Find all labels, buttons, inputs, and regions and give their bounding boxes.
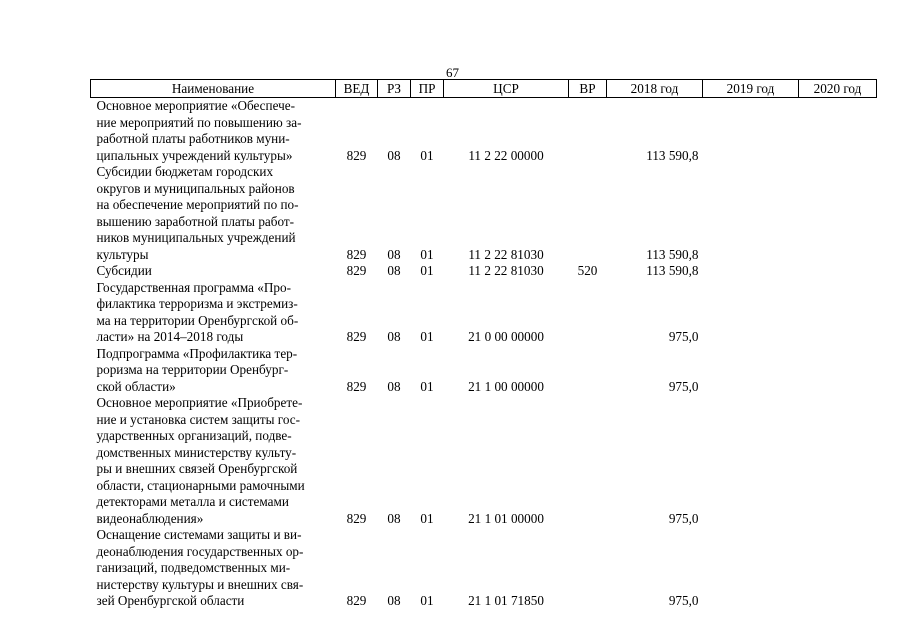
- amount-2019-cell: [703, 395, 799, 527]
- header-2020: 2020 год: [799, 80, 877, 98]
- header-vr: ВР: [569, 80, 607, 98]
- csr-cell: 11 2 22 00000: [468, 147, 544, 163]
- name-line: Оснащение системами защиты и ви-: [96, 527, 302, 542]
- vr-cell: 520: [577, 263, 598, 278]
- pr-cell: 01: [420, 263, 434, 278]
- amount-2018-cell: 975,0: [668, 329, 699, 344]
- name-line: округов и муниципальных районов: [96, 180, 295, 196]
- name-line: ры и внешних связей Оренбургской: [96, 461, 298, 476]
- name-line: ников муниципальных учреждений: [96, 230, 296, 245]
- amount-2019-cell: [703, 263, 799, 280]
- amount-2020-cell: [799, 98, 877, 165]
- name-line: видеонаблюдения»: [96, 510, 204, 526]
- name-line: Субсидии: [96, 263, 152, 278]
- table-row: [91, 395, 877, 527]
- name-line: ласти» на 2014–2018 годы: [96, 329, 244, 344]
- name-line: Подпрограмма «Профилактика тер-: [96, 345, 298, 361]
- ved-cell: 829: [346, 378, 367, 394]
- pr-cell: 01: [420, 510, 434, 526]
- rz-cell: 08: [387, 510, 401, 526]
- name-line: детекторами металла и системами: [96, 494, 289, 509]
- header-ved: ВЕД: [336, 80, 378, 98]
- amount-2019-cell: [703, 346, 799, 396]
- ved-cell: 829: [346, 246, 367, 262]
- name-line: работной платы работников муни-: [96, 131, 290, 146]
- ved-cell: 829: [346, 510, 367, 526]
- name-line: ской области»: [96, 378, 176, 394]
- name-cell: [91, 164, 336, 263]
- table-header-row: [91, 80, 877, 98]
- amount-2020-cell: [799, 527, 877, 610]
- name-cell: [91, 98, 336, 165]
- name-cell: [91, 527, 336, 610]
- page-number: 67: [446, 65, 459, 80]
- vr-cell: [569, 280, 607, 346]
- name-cell: [91, 346, 336, 396]
- amount-2018-cell: 975,0: [668, 510, 699, 526]
- ved-cell: 829: [346, 593, 367, 608]
- amount-2018-cell: 113 590,8: [646, 147, 699, 163]
- pr-cell: 01: [420, 246, 434, 262]
- amount-2020-cell: [799, 164, 877, 263]
- name-line: ма на территории Оренбургской об-: [96, 312, 299, 328]
- csr-cell: 11 2 22 81030: [468, 263, 544, 278]
- name-line: области, стационарными рамочными: [96, 477, 305, 493]
- amount-2019-cell: [703, 164, 799, 263]
- table-row: [91, 263, 877, 280]
- vr-cell: [569, 346, 607, 396]
- rz-cell: 08: [387, 246, 401, 262]
- ved-cell: 829: [346, 329, 367, 344]
- name-cell: [91, 263, 336, 280]
- vr-cell: [569, 164, 607, 263]
- amount-2018-cell: 975,0: [668, 593, 699, 608]
- name-line: вышению заработной платы работ-: [96, 213, 295, 229]
- name-line: Основное мероприятие «Приобрете-: [96, 395, 303, 410]
- amount-2020-cell: [799, 395, 877, 527]
- name-line: ганизаций, подведомственных ми-: [96, 560, 291, 575]
- header-2019: 2019 год: [703, 80, 799, 98]
- table-body: [91, 98, 877, 610]
- name-cell: [91, 395, 336, 527]
- name-line: зей Оренбургской области: [96, 593, 245, 608]
- vr-cell: [569, 527, 607, 610]
- header-name: Наименование: [91, 80, 336, 98]
- name-line: ние и установка систем защиты гос-: [96, 411, 301, 427]
- amount-2020-cell: [799, 346, 877, 396]
- amount-2020-cell: [799, 280, 877, 346]
- name-line: роризма на территории Оренбург-: [96, 362, 289, 377]
- header-2018: 2018 год: [607, 80, 703, 98]
- name-line: Основное мероприятие «Обеспече-: [96, 98, 295, 113]
- pr-cell: 01: [420, 329, 434, 344]
- rz-cell: 08: [387, 329, 401, 344]
- amount-2019-cell: [703, 98, 799, 165]
- header-csr: ЦСР: [444, 80, 569, 98]
- header-pr: ПР: [411, 80, 444, 98]
- name-line: деонаблюдения государственных ор-: [96, 543, 304, 559]
- csr-cell: 21 1 01 71850: [468, 593, 544, 608]
- vr-cell: [569, 98, 607, 165]
- amount-2020-cell: [799, 263, 877, 280]
- name-line: ударственных организаций, подве-: [96, 428, 292, 443]
- budget-table: [90, 79, 877, 610]
- name-line: домственных министерству культу-: [96, 444, 297, 460]
- name-line: ципальных учреждений культуры»: [96, 147, 293, 163]
- pr-cell: 01: [420, 378, 434, 394]
- amount-2018-cell: 975,0: [668, 378, 699, 394]
- csr-cell: 21 0 00 00000: [468, 329, 544, 344]
- table-row: [91, 98, 877, 165]
- name-line: нистерству культуры и внешних свя-: [96, 576, 304, 592]
- name-line: ние мероприятий по повышению за-: [96, 114, 302, 130]
- name-line: Субсидии бюджетам городских: [96, 164, 274, 179]
- table-row: [91, 280, 877, 346]
- rz-cell: 08: [387, 147, 401, 163]
- amount-2019-cell: [703, 527, 799, 610]
- rz-cell: 08: [387, 593, 401, 608]
- amount-2018-cell: 113 590,8: [646, 263, 699, 278]
- csr-cell: 11 2 22 81030: [468, 246, 544, 262]
- pr-cell: 01: [420, 593, 434, 608]
- csr-cell: 21 1 01 00000: [468, 510, 544, 526]
- amount-2019-cell: [703, 280, 799, 346]
- ved-cell: 829: [346, 263, 367, 278]
- table-row: [91, 164, 877, 263]
- vr-cell: [569, 395, 607, 527]
- name-line: на обеспечение мероприятий по по-: [96, 197, 299, 212]
- name-line: культуры: [96, 246, 149, 262]
- pr-cell: 01: [420, 147, 434, 163]
- header-rz: РЗ: [378, 80, 411, 98]
- name-line: Государственная программа «Про-: [96, 279, 291, 295]
- table-row: [91, 346, 877, 396]
- table-row: [91, 527, 877, 610]
- rz-cell: 08: [387, 378, 401, 394]
- amount-2018-cell: 113 590,8: [646, 246, 699, 262]
- name-cell: [91, 280, 336, 346]
- ved-cell: 829: [346, 147, 367, 163]
- csr-cell: 21 1 00 00000: [468, 378, 544, 394]
- rz-cell: 08: [387, 263, 401, 278]
- name-line: филактика терроризма и экстремиз-: [96, 296, 298, 311]
